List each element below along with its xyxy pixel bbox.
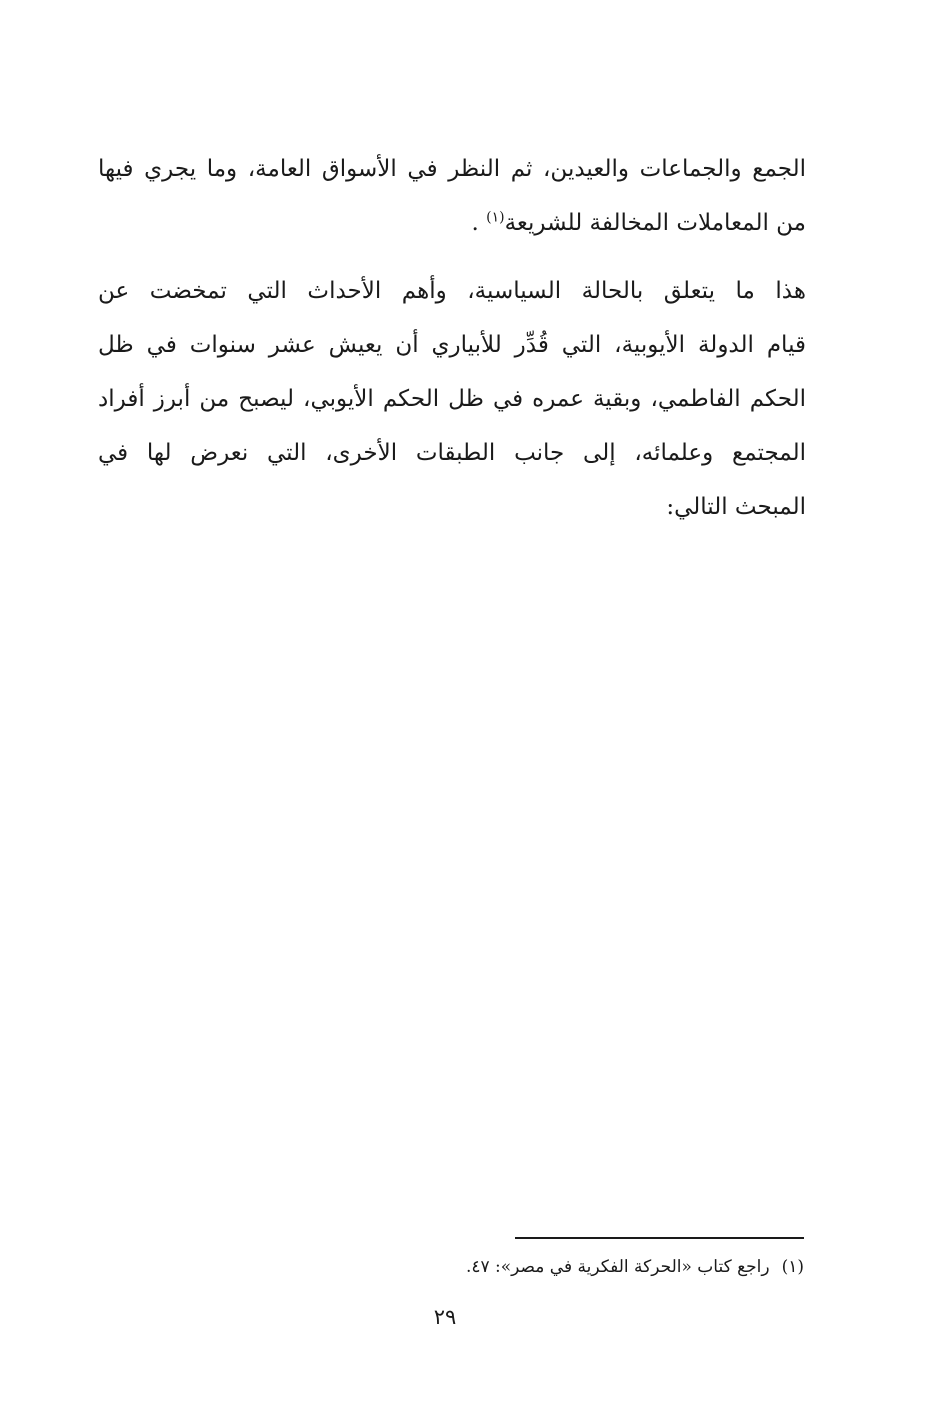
paragraph-gap — [98, 250, 806, 264]
footnote — [380, 1254, 804, 1280]
text-line: قيام الدولة الأيوبية، التي قُدِّر للأبياري أن يعيش عشر سنوات في ظل — [98, 332, 806, 358]
text-line: الحكم الفاطمي، وبقية عمره في ظل الحكم الأيوبي، ليصبح من أبرز أفراد — [98, 386, 806, 412]
text-line — [98, 196, 806, 250]
paragraph-1 — [98, 142, 806, 250]
paragraph-2 — [98, 264, 806, 534]
page-number: ٢٩ — [433, 1305, 457, 1329]
body-text — [98, 142, 806, 534]
footnote-reference: (١) — [486, 209, 505, 226]
footnote-divider — [515, 1237, 804, 1239]
text-line: المبحث التالي: — [666, 494, 806, 520]
text-span: من المعاملات المخالفة للشريعة — [504, 210, 806, 236]
text-line: الجمع والجماعات والعيدين، ثم النظر في الأسواق العامة، وما يجري فيها — [98, 156, 806, 182]
text-span: . — [471, 210, 487, 236]
text-line: المجتمع وعلمائه، إلى جانب الطبقات الأخرى، التي نعرض لها في — [98, 440, 806, 466]
footnote-text: راجع كتاب «الحركة الفكرية في مصر»: ٤٧. — [465, 1257, 770, 1277]
text-line: هذا ما يتعلق بالحالة السياسية، وأهم الأحداث التي تمخضت عن — [98, 278, 806, 304]
footnote-number: (١) — [781, 1257, 804, 1277]
